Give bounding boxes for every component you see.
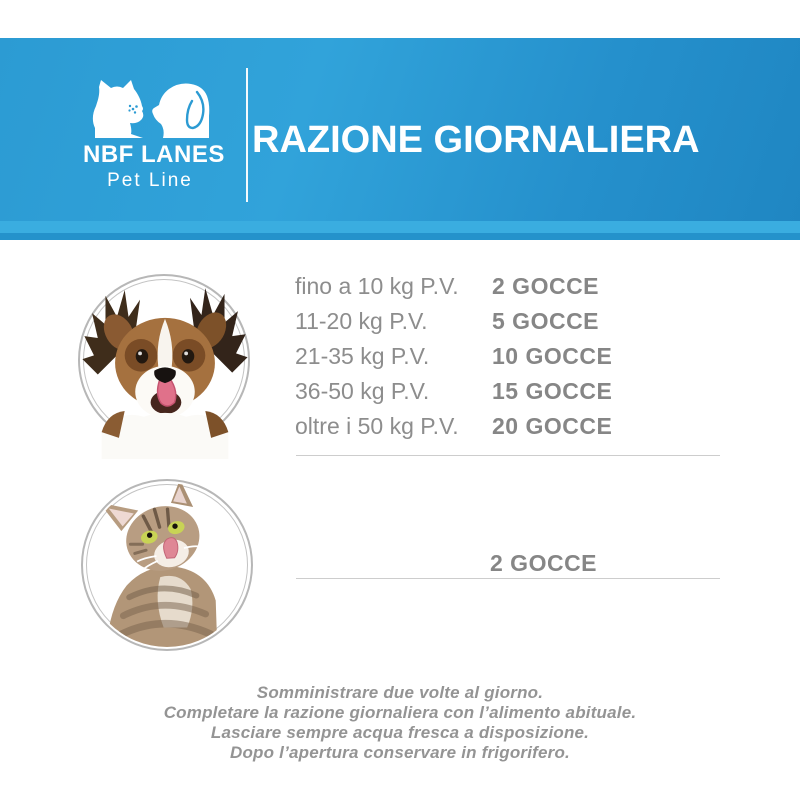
cat-photo-ring (81, 479, 253, 651)
table-row (295, 339, 725, 374)
table-row (295, 409, 725, 444)
table-row (295, 304, 725, 339)
dose-value: 10 GOCCE (492, 343, 613, 369)
dog-photo-ring (78, 274, 250, 446)
brand-name: NBF LANES (83, 141, 225, 168)
dose-value: 20 GOCCE (492, 413, 613, 439)
band-dark-strip (0, 233, 800, 240)
weight-range: fino a 10 kg P.V. (295, 273, 459, 299)
instruction-line: Lasciare sempre acqua fresca a disposizione. (210, 723, 590, 742)
brand-subline: Pet Line (107, 170, 193, 191)
header-divider-line (246, 68, 248, 202)
section-divider (296, 455, 720, 456)
dose-value: 2 GOCCE (492, 273, 600, 299)
band-light-strip (0, 221, 800, 233)
weight-range: 21-35 kg P.V. (295, 343, 430, 369)
usage-instructions (0, 683, 800, 763)
section-divider (296, 578, 720, 579)
cat-dog-silhouettes-icon (83, 76, 217, 138)
dose-value: 15 GOCCE (492, 378, 613, 404)
page-title: RAZIONE GIORNALIERA (252, 119, 700, 161)
weight-range: 36-50 kg P.V. (295, 378, 430, 404)
dose-value: 5 GOCCE (492, 308, 600, 334)
table-row (295, 269, 725, 304)
instruction-line: Completare la razione giornaliera con l’alimento abituale. (163, 703, 637, 722)
instruction-line: Somministrare due volte al giorno. (256, 683, 544, 702)
weight-range: oltre i 50 kg P.V. (295, 413, 459, 439)
brand-logo (83, 76, 225, 192)
instruction-line: Dopo l’apertura conservare in frigorifero. (230, 743, 570, 762)
table-row (295, 374, 725, 409)
dog-dose-table (295, 269, 725, 444)
weight-range: 11-20 kg P.V. (295, 308, 428, 334)
cat-dose-value: 2 GOCCE (490, 550, 598, 576)
cat-photo (85, 483, 249, 647)
